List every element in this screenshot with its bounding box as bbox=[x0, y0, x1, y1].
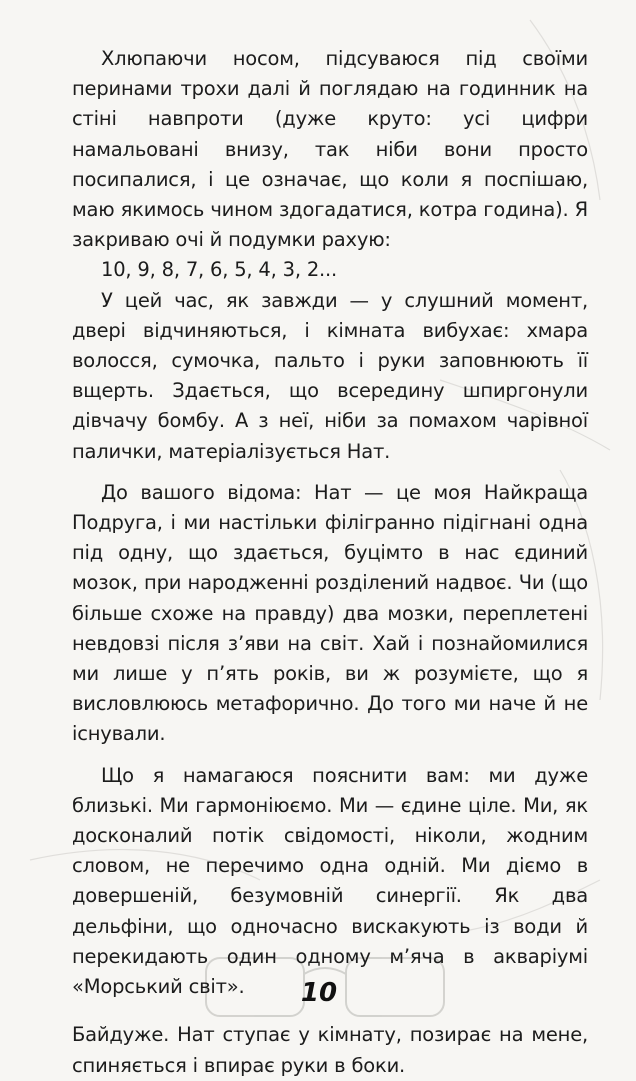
paragraph-3: До вашого відома: Нат — це моя Найкраща Подруга, і ми настільки філігранно підігнані одна під одну, що здається, буцімто в нас єдиний мозок, при народженні розділений надвоє. Чи (що більше схоже на правду) два мозки, переплетені невдовзі після з’яви на світ. Хай і познайомилися ми лише у п’ять років, ви ж розумієте, що я висловлююсь метафорично. До того ми наче й не існували. bbox=[72, 480, 588, 746]
body-text bbox=[72, 44, 588, 1081]
paragraph-1: Хлюпаючи носом, підсуваюся під своїми перинами трохи далі й поглядаю на годинник на стіні навпроти (дуже круто: усі цифри намальовані внизу, так ніби вони просто посипалися, і це означає, що коли я поспішаю, маю якимось чином здогадатися, котра година). Я закриваю очі й подумки рахую: bbox=[72, 47, 588, 252]
countdown-line: 10, 9, 8, 7, 6, 5, 4, 3, 2... bbox=[101, 258, 338, 282]
paragraph-2: У цей час, як завжди — у слушний момент, двері відчиняються, і кімната вибухає: хмара волосся, сумочка, пальто і руки заповнюють її вщерть. Здається, що всередину шпиргонули дівчачу бомбу. А з неї, ніби за помахом чарівної палички, матеріалізується Нат. bbox=[72, 288, 588, 463]
page-number-badge bbox=[292, 970, 346, 1016]
page-number: 10 bbox=[300, 978, 338, 1008]
paragraph-4: Що я намагаюся пояснити вам: ми дуже близькі. Ми гармоніюємо. Ми — єдине ціле. Ми, як досконалий потік свідомості, ніколи, жодним словом, не перечимо одна одній. Ми діємо в довершеній, безумовній синергії. Як два дельфіни, що одночасно вискакують із води й перекидають один одному м’яча в акваріумі «Морський світ». bbox=[72, 763, 588, 999]
paragraph-5: Байдуже. Нат ступає у кімнату, позирає на мене, спиняється і впирає руки в боки. bbox=[72, 1023, 588, 1077]
